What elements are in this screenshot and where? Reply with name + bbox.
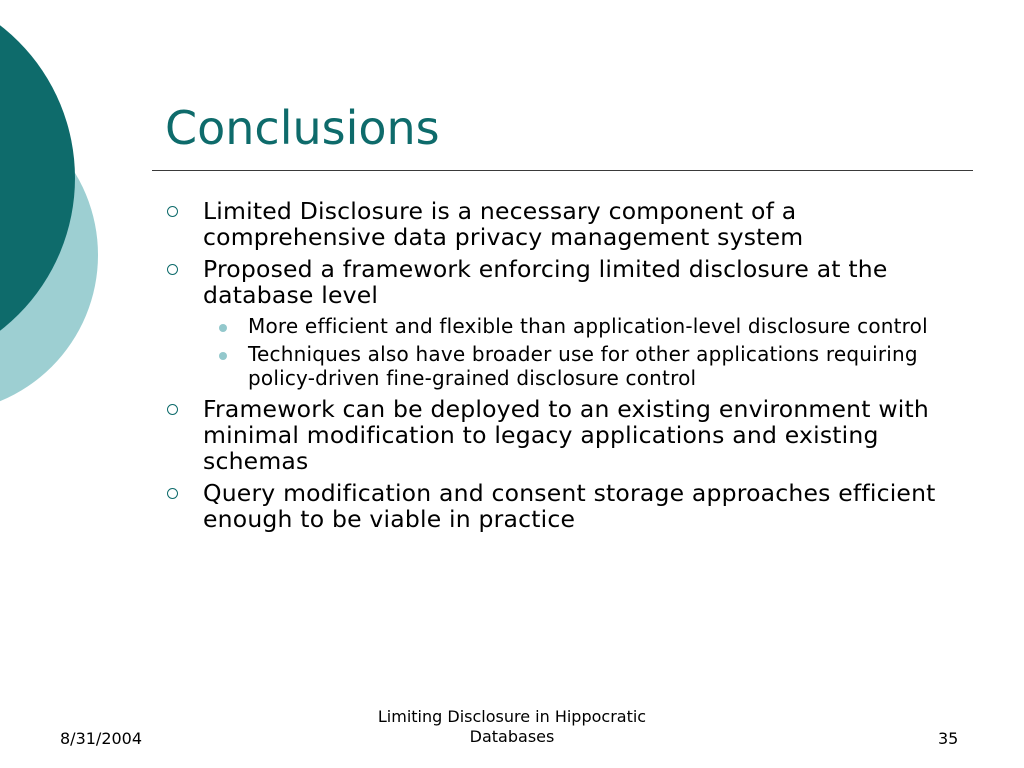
footer-title (352, 707, 672, 747)
slide-title: Conclusions (165, 101, 440, 155)
footer-date: 8/31/2004 (60, 729, 143, 748)
hollow-circle-bullet-icon (167, 404, 178, 415)
bullet-list (165, 198, 975, 532)
bullet-text: Query modification and consent storage approaches efficient enough to be viable in practice (203, 479, 936, 533)
bullet-text: Proposed a framework enforcing limited disclosure at the database level (203, 255, 888, 309)
hollow-circle-bullet-icon (167, 264, 178, 275)
footer-title-line2: Databases (469, 727, 555, 746)
hollow-circle-bullet-icon (167, 488, 178, 499)
bullet-item (165, 396, 975, 474)
bullet-item (165, 256, 975, 390)
decorative-circles (0, 0, 110, 420)
sub-bullet-item (203, 342, 975, 390)
slide-body (165, 198, 975, 538)
sub-bullet-list (203, 314, 975, 390)
bullet-item (165, 480, 975, 532)
bullet-item (165, 198, 975, 250)
sub-bullet-item (203, 314, 975, 338)
sub-bullet-text: More efficient and flexible than application-level disclosure control (248, 314, 928, 338)
bullet-text: Framework can be deployed to an existing environment with minimal modification to legacy applications and existing schemas (203, 395, 930, 475)
hollow-circle-bullet-icon (167, 206, 178, 217)
footer-title-line1: Limiting Disclosure in Hippocratic (377, 707, 647, 726)
footer-page-number: 35 (938, 729, 959, 748)
bullet-text: Limited Disclosure is a necessary component of a comprehensive data privacy management system (203, 197, 804, 251)
title-divider (152, 170, 973, 171)
sub-bullet-text: Techniques also have broader use for other applications requiring policy-driven fine-grained disclosure control (248, 342, 918, 390)
filled-dot-bullet-icon (219, 324, 227, 332)
filled-dot-bullet-icon (219, 352, 227, 360)
